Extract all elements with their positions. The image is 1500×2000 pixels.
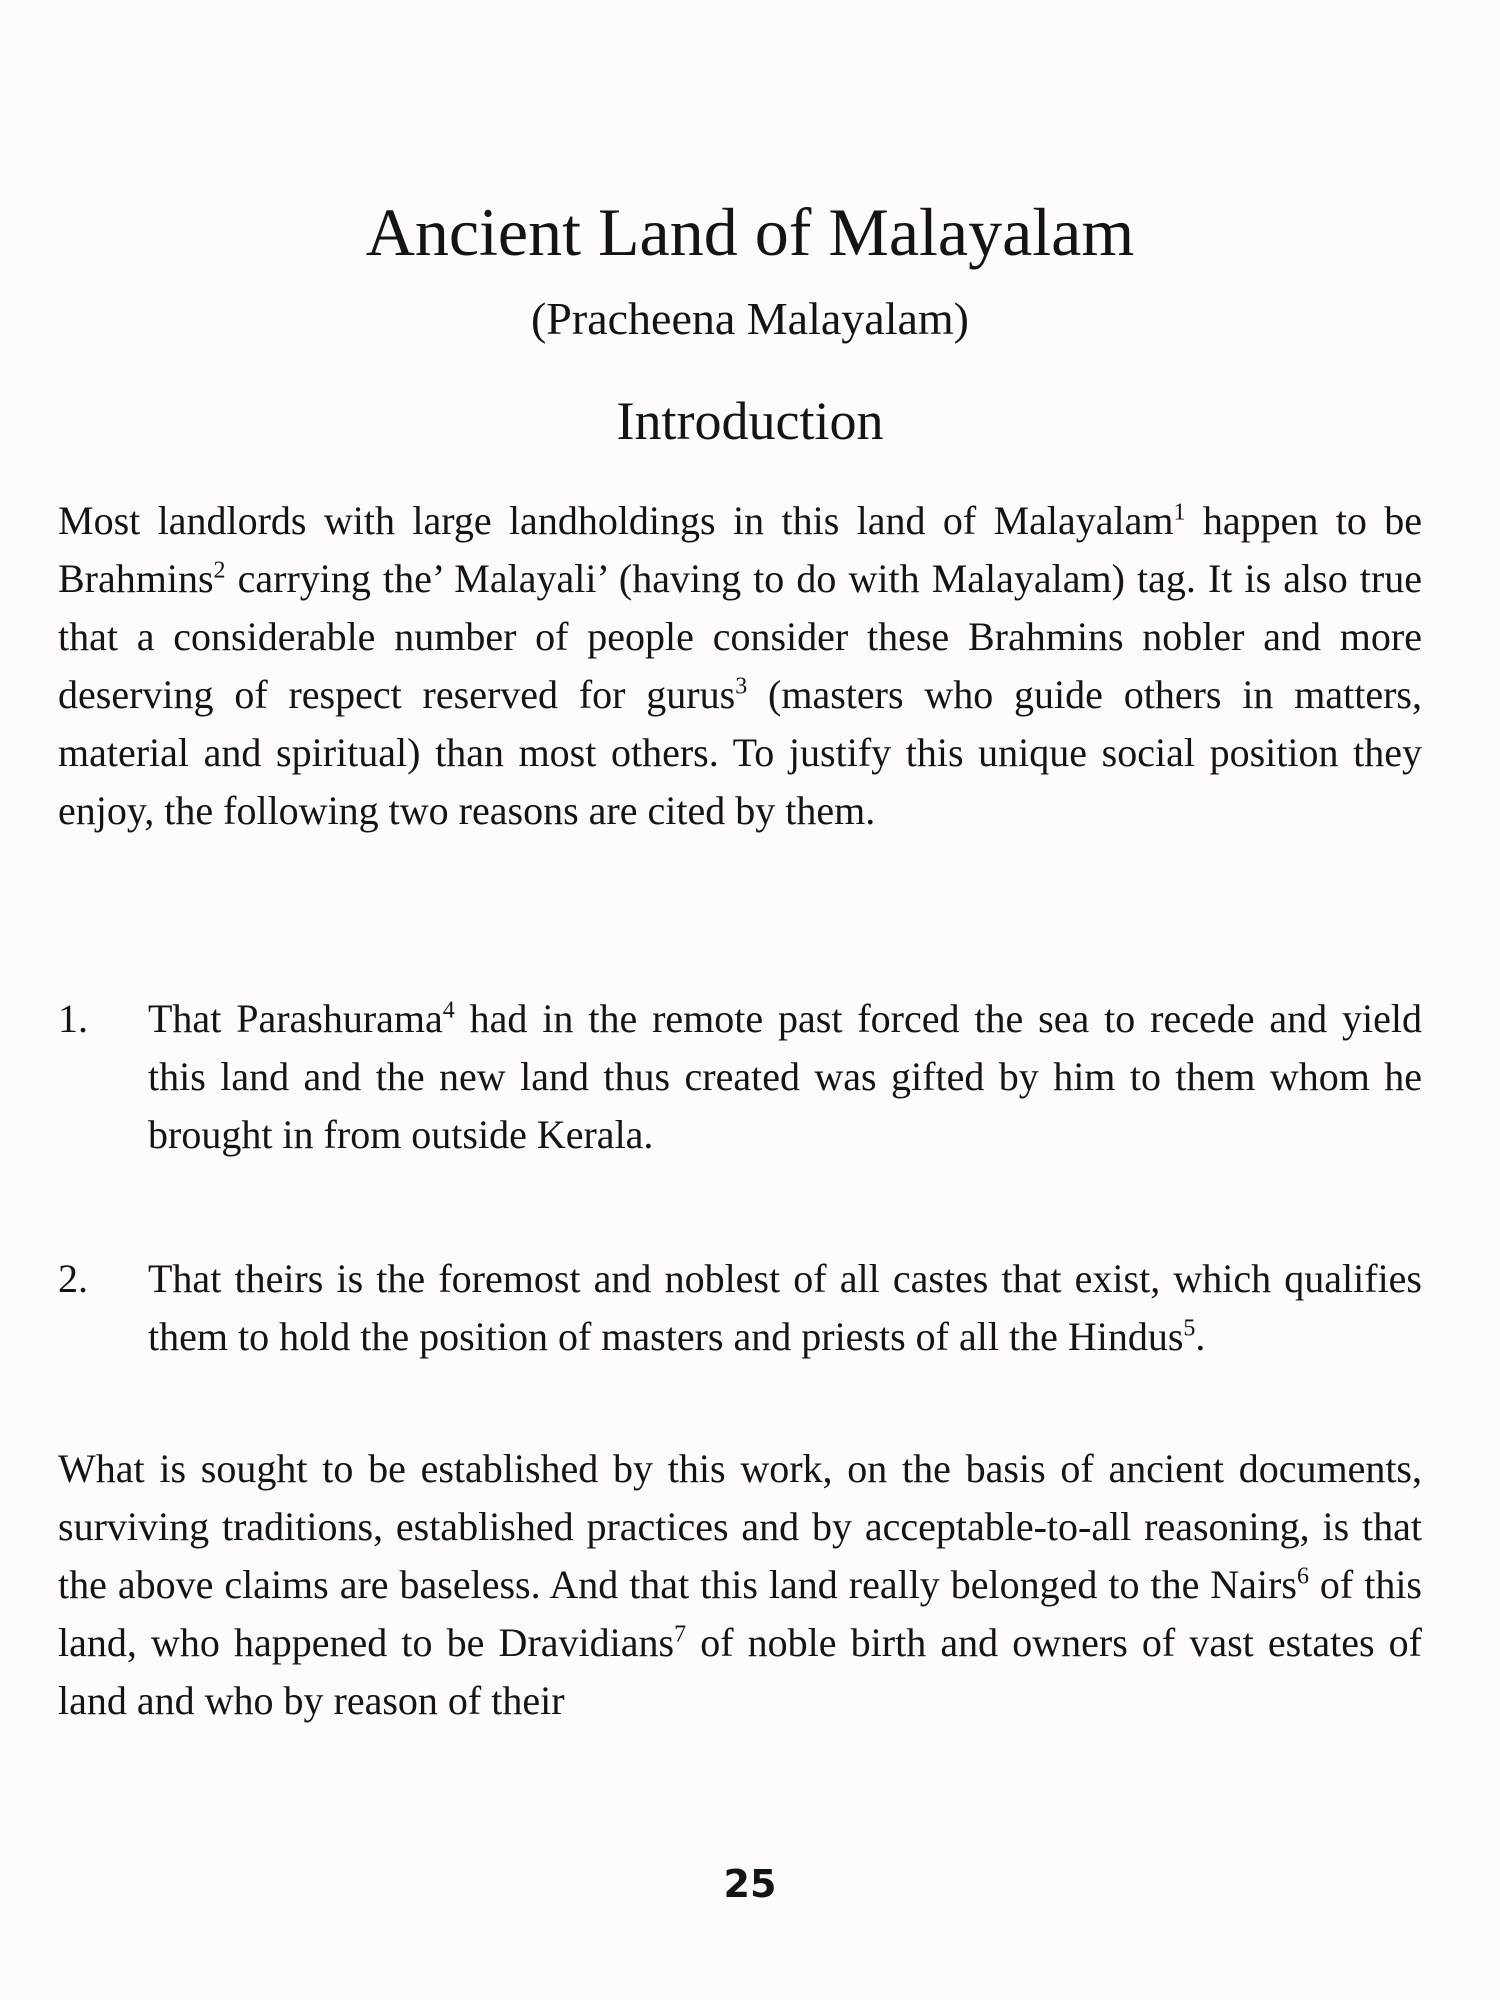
list-number: 2. — [58, 1256, 88, 1301]
footnote-marker: 3 — [735, 673, 748, 700]
show-through-text — [40, 0, 1460, 116]
list-text-part: That Parashurama — [148, 996, 443, 1041]
footnote-marker: 5 — [1183, 1315, 1196, 1342]
footnote-marker: 4 — [442, 997, 455, 1024]
paragraph-text: (masters who guide others in matters, material and spiritual) than most others. To justify this unique social position they enjoy, the following two reasons are cited by them. — [58, 672, 1422, 833]
paragraph-text: Most landlords with large landholdings in this land of Malayalam — [58, 498, 1174, 543]
list-text — [148, 990, 1422, 1164]
footnote-marker: 7 — [674, 1621, 687, 1648]
footnote-marker: 6 — [1296, 1563, 1309, 1590]
paragraph-text: carrying the’ Malayali’ (having to do with Malayalam) tag. It is also true that a considerable number of people consider these Brahmins nobler and more deserving of respect reserved for gurus — [58, 556, 1422, 717]
footnote-marker: 1 — [1173, 499, 1186, 526]
intro-paragraph — [58, 492, 1422, 840]
list-text-part: had in the remote past forced the sea to recede and yield this land and the new land thus created was gifted by him to them whom he brought in from outside Kerala. — [148, 996, 1422, 1157]
page-subtitle: (Pracheena Malayalam) — [530, 293, 970, 344]
list-text-part: That theirs is the foremost and noblest of all castes that exist, which qualifies them to hold the position of masters and priests of all the Hindus — [148, 1256, 1422, 1359]
paragraph-text: What is sought to be established by this work, on the basis of ancient documents, surviving traditions, established practices and by acceptable-to-all reasoning, is that the above claims are baseless. And that this land really belonged to the Nairs — [58, 1446, 1422, 1607]
paragraph-text: of noble birth and owners of vast estates of land and who by reason of their — [58, 1620, 1423, 1723]
claims-paragraph — [58, 1440, 1422, 1730]
list-text-part: . — [1195, 1314, 1206, 1359]
list-item — [58, 990, 1422, 1164]
section-heading: Introduction — [616, 391, 884, 451]
list-number: 1. — [58, 996, 88, 1041]
footnote-marker: 2 — [213, 557, 226, 584]
page-number: 25 — [723, 1862, 777, 1906]
list-text — [148, 1250, 1422, 1366]
page-title: Ancient Land of Malayalam — [365, 194, 1135, 270]
paragraph-text: of this land, who happened to be Dravidians — [58, 1562, 1422, 1665]
list-item — [58, 1250, 1422, 1366]
paragraph-text: happen to be Brahmins — [58, 498, 1422, 601]
